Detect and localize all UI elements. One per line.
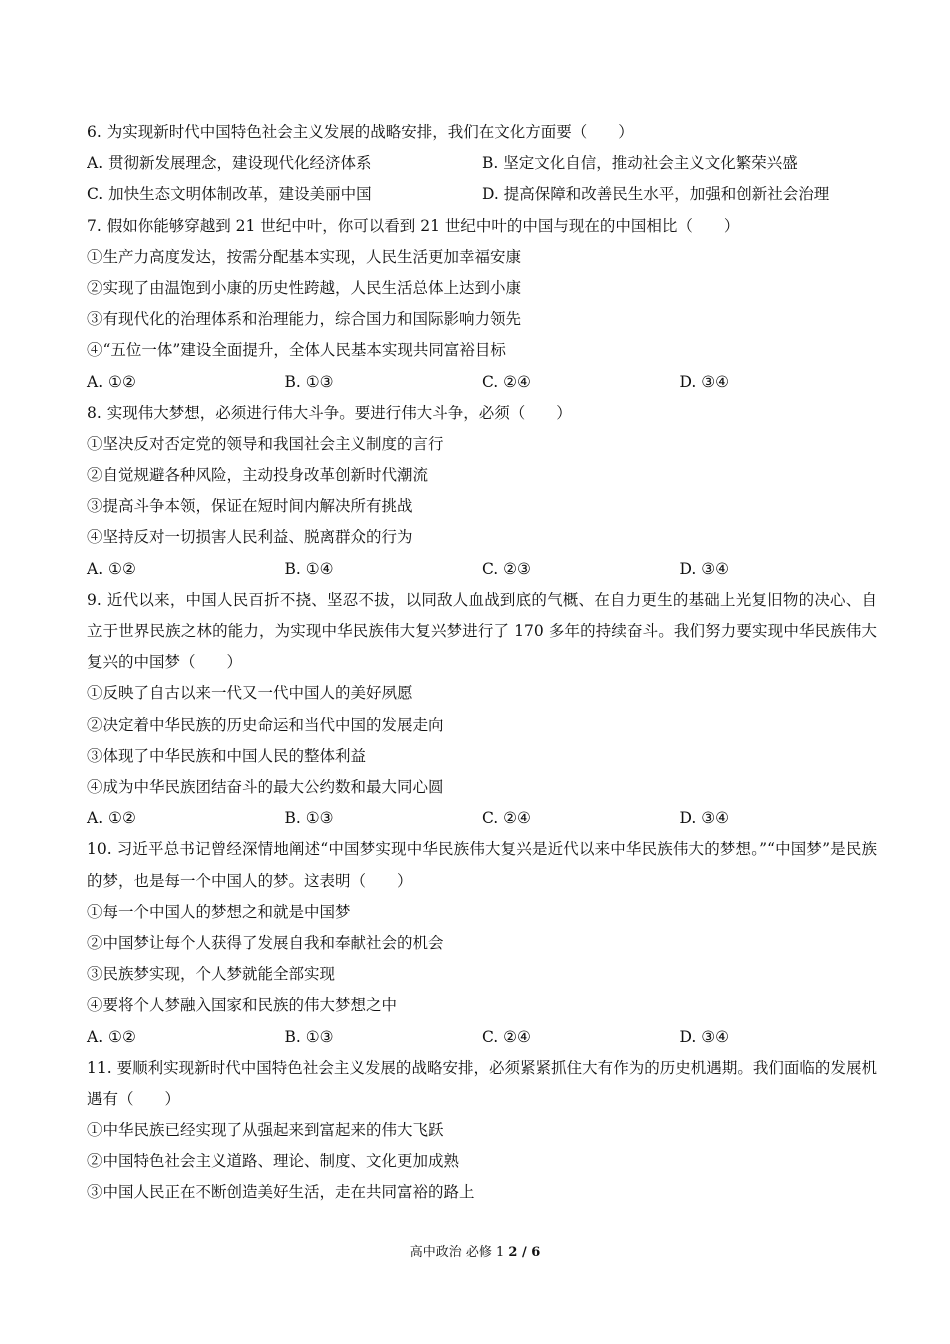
choice-row [87, 554, 877, 585]
choice-row [87, 367, 877, 398]
choice-d: D. ③④ [679, 372, 730, 391]
question-8 [87, 398, 877, 585]
choice-row [87, 1022, 877, 1053]
choice-d: D. ③④ [679, 809, 730, 828]
choice-b: B. ①③ [284, 372, 334, 391]
question-stem: 10. 习近平总书记曾经深情地阐述“中国梦实现中华民族伟大复兴是近代以来中华民族伟大的梦想。”“中国梦”是民族的梦，也是每一个中国人的梦。这表明（ ） [87, 840, 877, 890]
statement-item: ②中国特色社会主义道路、理论、制度、文化更加成熟 [87, 1152, 460, 1171]
question-6 [87, 117, 877, 211]
choice-d: D. 提高保障和改善民生水平，加强和创新社会治理 [482, 185, 830, 204]
choice-c: C. ②③ [482, 559, 531, 578]
page-number: 2 / 6 [508, 1245, 541, 1260]
choice-b: B. ①③ [284, 1027, 334, 1046]
statement-item: ②中国梦让每个人获得了发展自我和奉献社会的机会 [87, 933, 444, 952]
question-9 [87, 585, 877, 835]
choice-d: D. ③④ [679, 559, 730, 578]
question-list [87, 117, 877, 1209]
choice-row [87, 179, 877, 210]
question-stem: 11. 要顺利实现新时代中国特色社会主义发展的战略安排，必须紧紧抓住大有作为的历史机遇期。我们面临的发展机遇有（ ） [87, 1058, 877, 1108]
statement-item: ④要将个人梦融入国家和民族的伟大梦想之中 [87, 996, 398, 1015]
question-10 [87, 834, 877, 1052]
statement-item: ②实现了由温饱到小康的历史性跨越，人民生活总体上达到小康 [87, 278, 522, 297]
footer-course-label: 高中政治 必修 1 [409, 1245, 509, 1260]
statement-item: ④坚持反对一切损害人民利益、脱离群众的行为 [87, 528, 413, 547]
statement-item: ①生产力高度发达，按需分配基本实现，人民生活更加幸福安康 [87, 247, 522, 266]
statement-item: ③民族梦实现，个人梦就能全部实现 [87, 965, 336, 984]
question-stem: 8. 实现伟大梦想，必须进行伟大斗争。要进行伟大斗争，必须（ ） [87, 403, 572, 422]
choice-c: C. ②④ [482, 372, 531, 391]
question-11 [87, 1053, 877, 1209]
question-7 [87, 211, 877, 398]
choice-b: B. ①④ [284, 559, 334, 578]
statement-item: ②自觉规避各种风险，主动投身改革创新时代潮流 [87, 466, 429, 485]
question-stem: 6. 为实现新时代中国特色社会主义发展的战略安排，我们在文化方面要（ ） [87, 123, 634, 141]
choice-b: B. ①③ [284, 809, 334, 828]
statement-item: ③体现了中华民族和中国人民的整体利益 [87, 746, 367, 765]
statement-item: ①坚决反对否定党的领导和我国社会主义制度的言行 [87, 434, 444, 453]
statement-item: ③提高斗争本领，保证在短时间内解决所有挑战 [87, 497, 413, 516]
choice-row [87, 148, 877, 179]
choice-a: A. ①② [87, 1027, 136, 1046]
statement-item: ①每一个中国人的梦想之和就是中国梦 [87, 902, 351, 921]
choice-a: A. ①② [87, 372, 136, 391]
choice-c: C. ②④ [482, 1027, 531, 1046]
choice-b: B. 坚定文化自信，推动社会主义文化繁荣兴盛 [482, 154, 798, 173]
question-stem: 9. 近代以来，中国人民百折不挠、坚忍不拔，以同敌人血战到底的气概、在自力更生的基础上光复旧物的决心、自立于世界民族之林的能力，为实现中华民族伟大复兴梦进行了 170 多年的持续奋斗。我们努力要实现中华民族伟大复兴的中国梦（ ） [87, 590, 877, 672]
choice-a: A. ①② [87, 809, 136, 828]
question-stem: 7. 假如你能够穿越到 21 世纪中叶，你可以看到 21 世纪中叶的中国与现在的中国相比（ ） [87, 216, 740, 235]
statement-item: ④“五位一体”建设全面提升，全体人民基本实现共同富裕目标 [87, 341, 506, 360]
choice-a: A. 贯彻新发展理念，建设现代化经济体系 [87, 154, 372, 173]
statement-item: ③中国人民正在不断创造美好生活，走在共同富裕的路上 [87, 1183, 475, 1202]
statement-item: ④成为中华民族团结奋斗的最大公约数和最大同心圆 [87, 777, 444, 796]
choice-c: C. ②④ [482, 809, 531, 828]
statement-item: ①中华民族已经实现了从强起来到富起来的伟大飞跃 [87, 1121, 444, 1140]
statement-item: ③有现代化的治理体系和治理能力，综合国力和国际影响力领先 [87, 310, 522, 329]
statement-item: ①反映了自古以来一代又一代中国人的美好夙愿 [87, 684, 413, 703]
choice-d: D. ③④ [679, 1027, 730, 1046]
page-footer [0, 1243, 950, 1263]
statement-item: ②决定着中华民族的历史命运和当代中国的发展走向 [87, 715, 444, 734]
choice-c: C. 加快生态文明体制改革，建设美丽中国 [87, 185, 372, 204]
choice-a: A. ①② [87, 559, 136, 578]
choice-row [87, 803, 877, 834]
